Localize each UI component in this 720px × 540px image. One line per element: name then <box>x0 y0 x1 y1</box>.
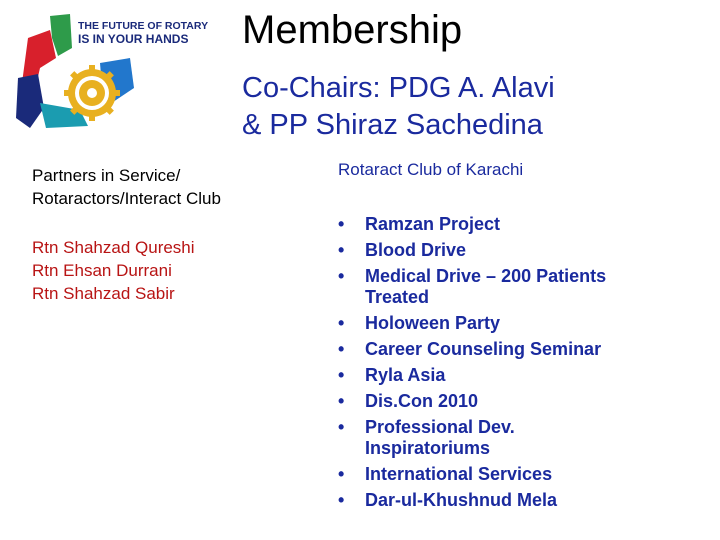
bullet-icon: • <box>338 365 345 385</box>
rotary-logo <box>10 8 215 130</box>
bullet-icon: • <box>338 417 345 437</box>
subtitle-line2: & PP Shiraz Sachedina <box>242 109 543 141</box>
activity-item: • Holoween Party <box>338 313 501 333</box>
activity-item: • Professional Dev. Inspiratoriums <box>338 417 515 458</box>
partners-section <box>32 164 292 305</box>
subtitle-line1: Co-Chairs: PDG A. Alavi <box>242 72 555 104</box>
activity-item: • Blood Drive <box>338 240 467 260</box>
partners-heading-line1: Partners in Service/ <box>32 166 181 185</box>
partner-name: Rtn Shahzad Sabir <box>32 284 175 303</box>
bullet-icon: • <box>338 391 345 411</box>
partners-heading-line2: Rotaractors/Interact Club <box>32 189 221 208</box>
club-heading: Rotaract Club of Karachi <box>338 160 524 179</box>
rotaract-section <box>338 160 708 516</box>
partner-names-list <box>32 236 292 305</box>
activity-item: • Career Counseling Seminar <box>338 339 602 359</box>
rotary-wheel-icon <box>64 65 120 121</box>
activity-item: • Medical Drive – 200 Patients Treated <box>338 266 607 307</box>
activity-item: • Dar-ul-Khushnud Mela <box>338 490 557 510</box>
navy-hand-shape <box>16 74 44 128</box>
logo-tagline-line2: IS IN YOUR HANDS <box>78 32 189 46</box>
bullet-icon: • <box>338 240 345 260</box>
bullet-icon: • <box>338 313 345 333</box>
partner-name: Rtn Shahzad Qureshi <box>32 238 195 257</box>
partner-name: Rtn Ehsan Durrani <box>32 261 172 280</box>
activity-item: • Ryla Asia <box>338 365 446 385</box>
activity-item: • Ramzan Project <box>338 214 501 234</box>
bullet-icon: • <box>338 266 345 286</box>
bullet-icon: • <box>338 490 345 510</box>
activity-item: • International Services <box>338 464 553 484</box>
bullet-icon: • <box>338 339 345 359</box>
activity-item: • Dis.Con 2010 <box>338 391 479 411</box>
logo-tagline-line1: THE FUTURE OF ROTARY <box>78 20 209 32</box>
activities-list <box>338 214 708 511</box>
bullet-icon: • <box>338 464 345 484</box>
co-chairs-subtitle <box>242 70 555 144</box>
page-title: Membership <box>242 8 463 52</box>
partners-heading <box>32 164 292 210</box>
bullet-icon: • <box>338 214 345 234</box>
